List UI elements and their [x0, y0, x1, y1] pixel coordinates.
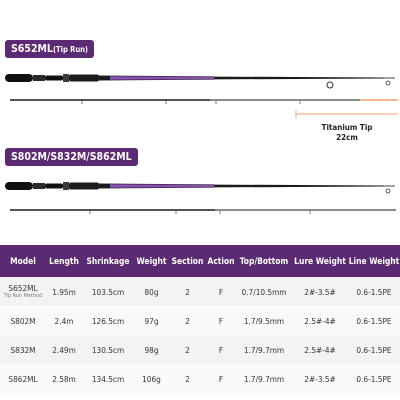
header-weight: Weight: [134, 245, 169, 277]
lure-weight-cell: 2#-3.5#: [304, 373, 336, 384]
section-cell: 2: [185, 344, 190, 355]
line-weight-cell: 0.6-1.5PE: [356, 286, 392, 297]
weight-cell: 80g: [144, 286, 159, 297]
header-section: Section: [169, 245, 206, 277]
rod-disassembled-s652ml: [0, 92, 400, 108]
model-badge-tip-run: [5, 40, 94, 58]
model-cell: S802M: [10, 315, 36, 326]
header-length: Length: [46, 245, 82, 277]
weight-cell: 106g: [142, 373, 161, 384]
lure-weight-cell: 2#-3.5#: [304, 286, 336, 297]
lure-weight-cell: 2.5#-4#: [304, 344, 336, 355]
length-cell: 1.95m: [52, 286, 76, 297]
header-top-bottom: Top/Bottom: [236, 245, 292, 277]
shrinkage-cell: 126.5cm: [91, 315, 125, 326]
badge-sublabel: (Tip Run): [52, 45, 89, 54]
table-row: [0, 335, 400, 364]
section-cell: 2: [185, 373, 190, 384]
rear-grip: [5, 74, 33, 82]
model-cell: [0, 277, 46, 306]
specifications-table: [0, 245, 400, 393]
rod-assembled-series: [0, 172, 400, 202]
callout-length: 22cm: [336, 133, 358, 142]
rod-disassembled-series: [0, 202, 400, 218]
header-shrinkage: Shrinkage: [82, 245, 134, 277]
length-cell: 2.58m: [52, 373, 76, 384]
section-cell: 2: [185, 315, 190, 326]
shrinkage-cell: 103.5cm: [91, 286, 125, 297]
titanium-tip-callout: [307, 123, 387, 143]
badge-label: S652ML: [11, 43, 53, 55]
table-row: [0, 277, 400, 306]
model-cell: S832M: [10, 344, 36, 355]
top-bottom-cell: 1.7/9.5mm: [243, 315, 285, 326]
action-cell: F: [218, 315, 224, 326]
winding-check: [63, 74, 69, 82]
tip-length-bracket: [0, 108, 400, 120]
model-name: S652ML: [8, 283, 38, 293]
header-action: Action: [206, 245, 236, 277]
front-grip: [45, 76, 63, 81]
line-weight-cell: 0.6-1.5PE: [356, 315, 392, 326]
action-cell: F: [218, 373, 224, 384]
butt-section: [33, 75, 45, 81]
front-grip: [45, 184, 63, 189]
line-guide: [327, 82, 333, 88]
section-cell: 2: [185, 286, 190, 297]
upper-blank: [214, 185, 384, 188]
rod-assembled-s652ml: [0, 64, 400, 94]
badge-label: S802M/S832M/S862ML: [11, 151, 132, 163]
shrinkage-cell: 134.5cm: [91, 373, 125, 384]
top-bottom-cell: 1.7/9.7mm: [243, 344, 285, 355]
upper-blank: [214, 77, 384, 80]
model-note: Tip Run Method: [3, 293, 43, 299]
butt-section: [33, 183, 45, 189]
model-badge-series: [5, 148, 138, 166]
action-cell: F: [218, 344, 224, 355]
rear-grip: [5, 182, 33, 190]
line-weight-cell: 0.6-1.5PE: [356, 373, 392, 384]
line-guide: [386, 81, 390, 85]
length-cell: 2.4m: [54, 315, 74, 326]
shrinkage-cell: 130.5cm: [91, 344, 125, 355]
table-row: [0, 364, 400, 393]
weight-cell: 98g: [144, 344, 159, 355]
reel-seat: [69, 75, 99, 82]
length-cell: 2.49m: [52, 344, 76, 355]
table-header-row: [0, 245, 400, 277]
reel-seat: [69, 183, 99, 190]
line-guide: [386, 189, 390, 193]
header-lure-weight: Lure Weight: [292, 245, 348, 277]
model-cell: S862ML: [8, 373, 38, 384]
header-line-weight: Line Weight: [348, 245, 400, 277]
action-cell: F: [218, 286, 224, 297]
table-row: [0, 306, 400, 335]
top-bottom-cell: 0.7/10.5mm: [241, 286, 287, 297]
winding-check: [63, 182, 69, 190]
callout-title: Titanium Tip: [321, 123, 373, 132]
top-bottom-cell: 1.7/9.7mm: [243, 373, 285, 384]
header-model: Model: [0, 245, 46, 277]
weight-cell: 97g: [144, 315, 159, 326]
lure-weight-cell: 2.5#-4#: [304, 315, 336, 326]
line-weight-cell: 0.6-1.5PE: [356, 344, 392, 355]
